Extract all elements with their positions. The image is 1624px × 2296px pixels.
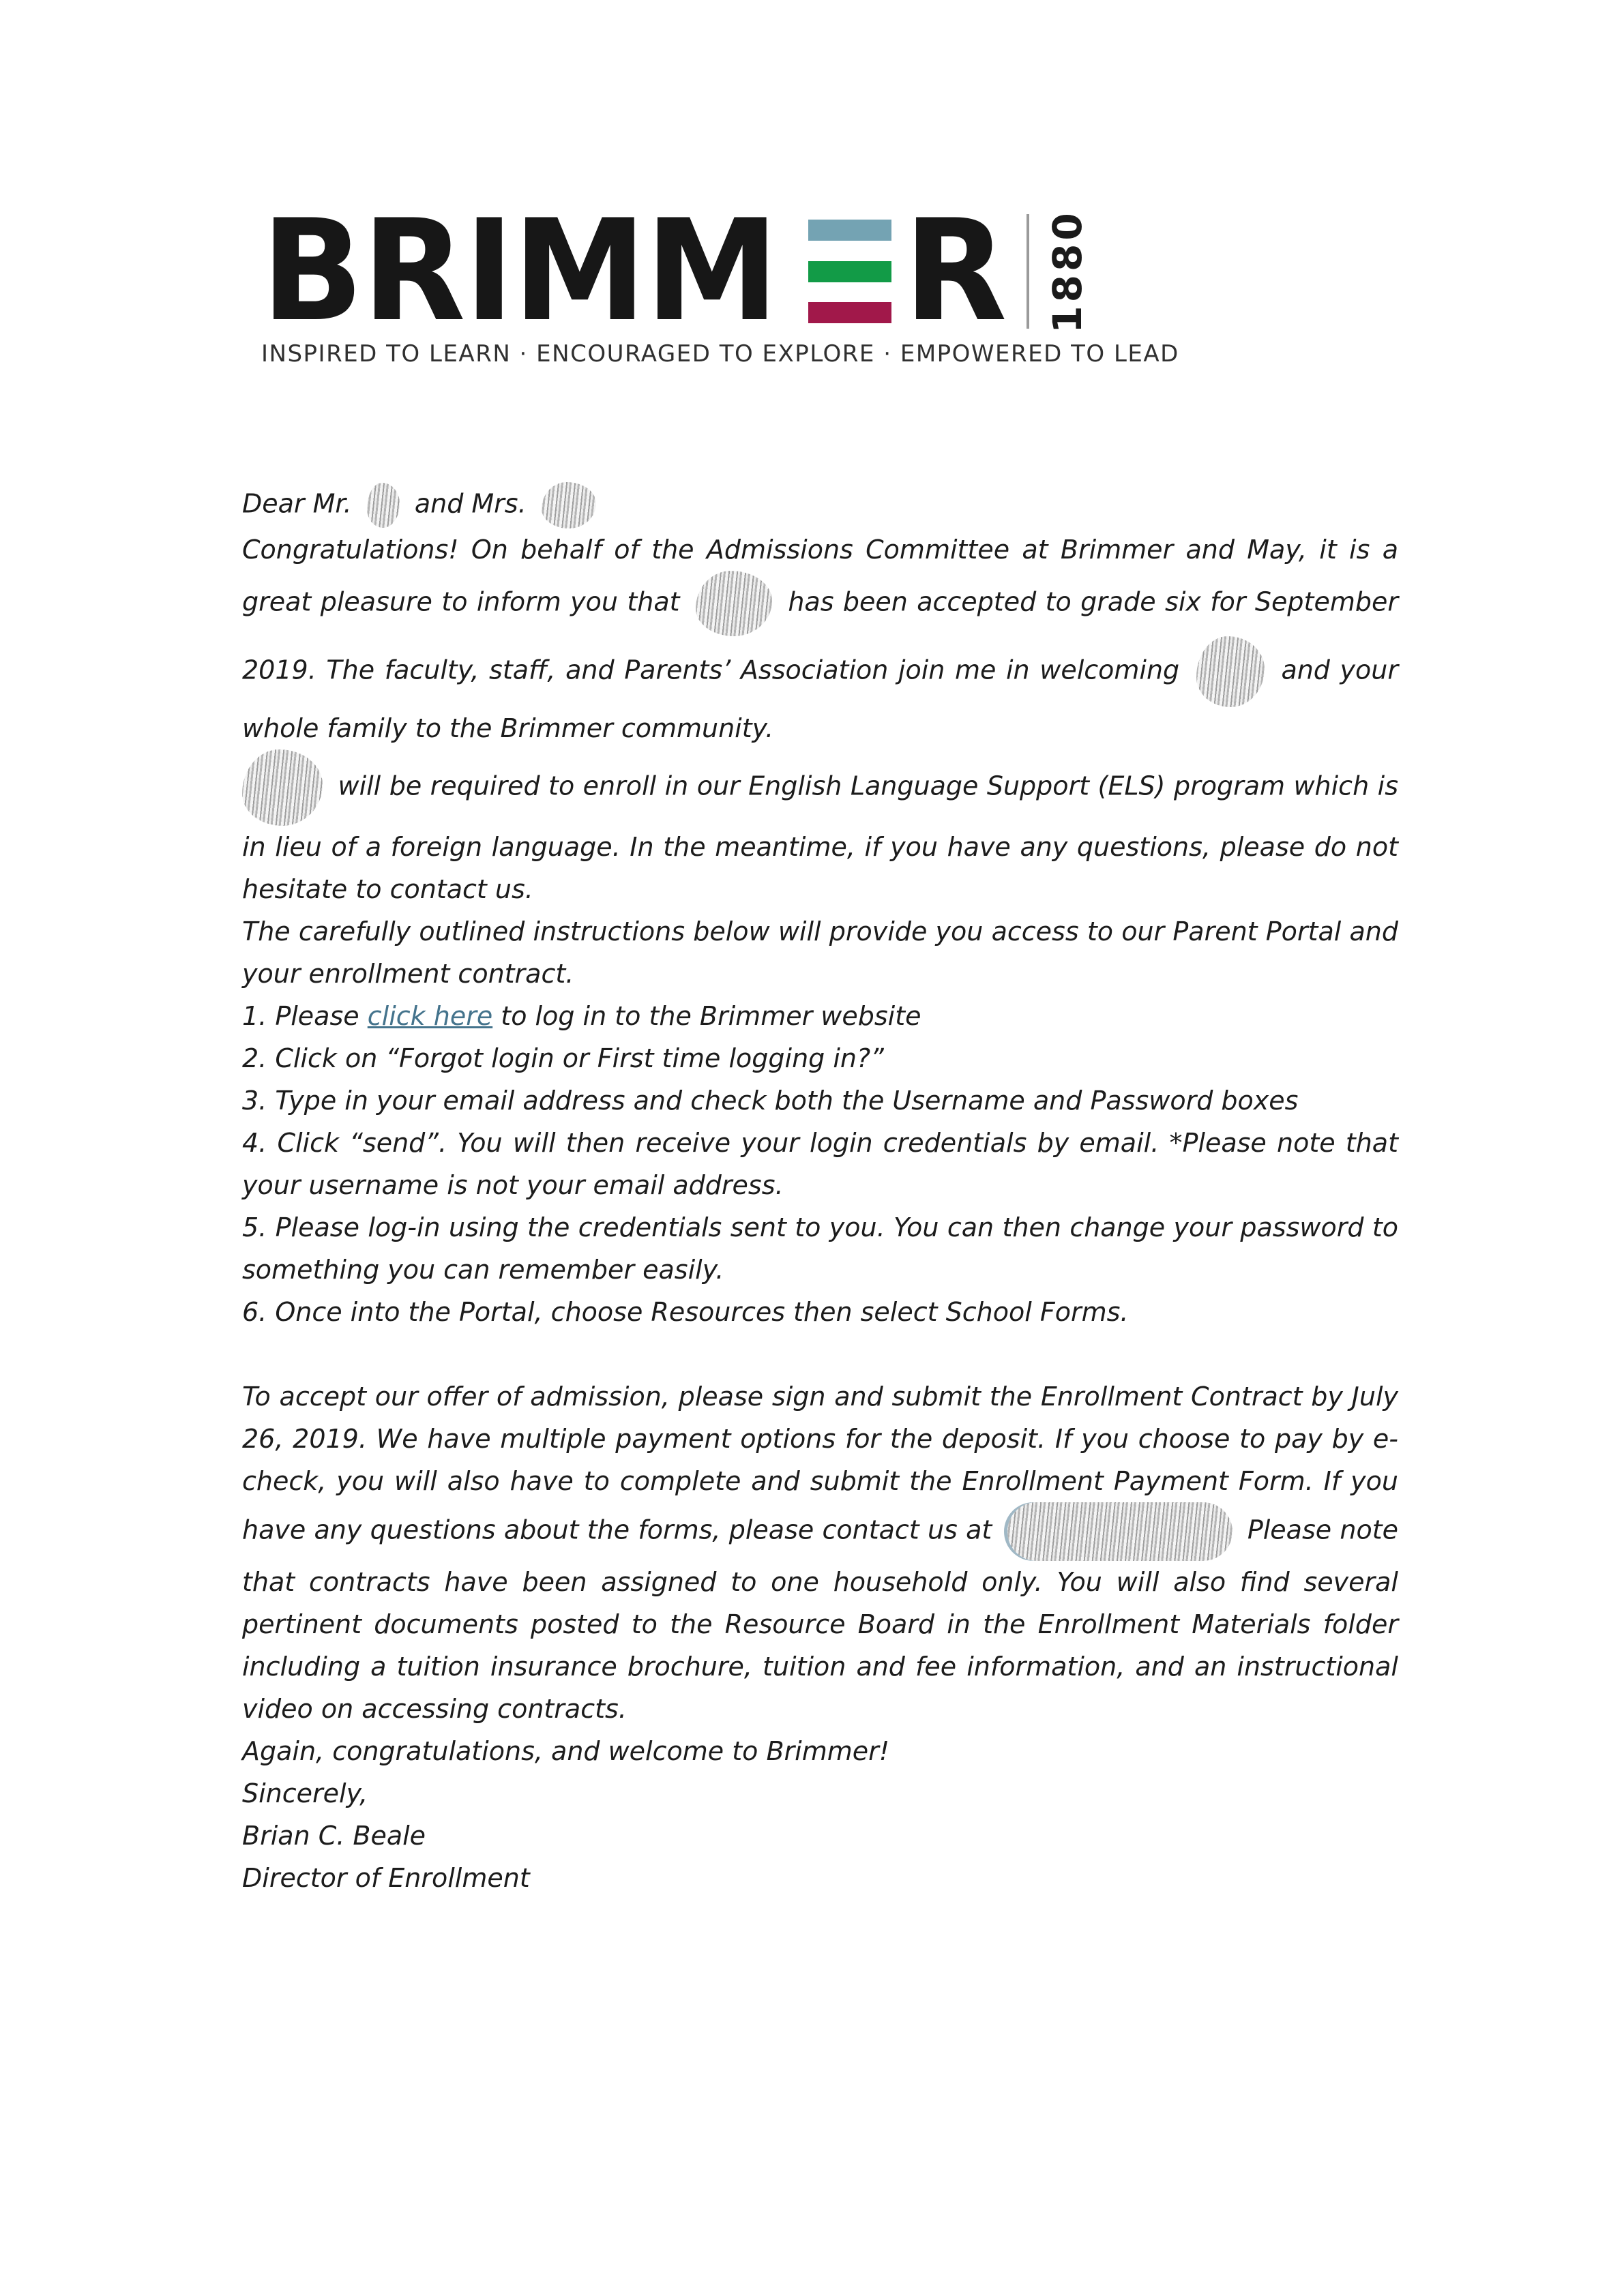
paragraph-els-program bbox=[242, 749, 1398, 910]
paragraph-enrollment-contract bbox=[242, 1375, 1398, 1730]
logo-year-text: 1880 bbox=[1044, 209, 1091, 333]
salutation-prefix: Dear Mr. bbox=[242, 488, 352, 519]
list-item-3: 3. Type in your email address and check both the Username and Password boxes bbox=[242, 1086, 1299, 1116]
list-item-5: 5. Please log-in using the credentials sent to you. You can then change your password to something you can remember easily. bbox=[242, 1212, 1398, 1285]
signature-title: Director of Enrollment bbox=[242, 1863, 530, 1893]
redacted-student-name bbox=[1196, 636, 1265, 707]
closing-sincerely: Sincerely, bbox=[242, 1778, 368, 1808]
congrats-segment-3: and your whole family to the Brimmer community. bbox=[242, 655, 1398, 743]
accept-segment-1: To accept our offer of admission, please sign and submit the Enrollment Contract by July 26, 2019. We have multiple payment options for the deposit. If you choose to pay by e-check, you will also have to complete and submit the Enrollment Payment Form. If you have any questions about the forms, please contact us at bbox=[242, 1382, 1398, 1545]
paragraph-congratulations bbox=[242, 528, 1398, 749]
paragraph-welcome: Again, congratulations, and welcome to Brimmer! bbox=[242, 1736, 889, 1766]
signature-name: Brian C. Beale bbox=[242, 1821, 426, 1851]
redacted-student-name bbox=[696, 571, 772, 636]
logo-wordmark-brimm: BRIMM bbox=[261, 190, 778, 353]
letter-body bbox=[242, 482, 1398, 1899]
brimmer-logo bbox=[261, 190, 1179, 368]
list-item-1-post: to log in to the Brimmer website bbox=[501, 1001, 921, 1031]
list-item-1 bbox=[242, 995, 1398, 1037]
logo-tagline: INSPIRED TO LEARN · ENCOURAGED TO EXPLORE · EMPOWERED TO LEAD bbox=[261, 340, 1179, 368]
signature-block bbox=[242, 1815, 1398, 1899]
redacted-email-address bbox=[1007, 1502, 1232, 1561]
logo-e-bar-green bbox=[808, 261, 891, 282]
list-item-6: 6. Once into the Portal, choose Resources then select School Forms. bbox=[242, 1297, 1129, 1327]
congrats-segment-1: Congratulations! On behalf of the Admissions Committee at Brimmer and May, it is a great pleasure to inform you that bbox=[242, 535, 1398, 617]
logo-wordmark-r: R bbox=[904, 190, 1007, 353]
logo-e-bar-crimson bbox=[808, 302, 891, 323]
paragraph-instructions-intro: The carefully outlined instructions below will provide you access to our Parent Portal and your enrollment contract. bbox=[242, 916, 1398, 989]
redacted-mother-name bbox=[542, 482, 596, 528]
salutation bbox=[242, 482, 1398, 528]
logo-letter-e-bars bbox=[808, 220, 891, 323]
logo-divider bbox=[1027, 214, 1029, 329]
salutation-middle: and Mrs. bbox=[414, 488, 527, 519]
logo-wordmark-row bbox=[261, 190, 1179, 353]
logo-e-bar-blue bbox=[808, 220, 891, 241]
list-item-1-pre: 1. Please bbox=[242, 1001, 359, 1031]
list-item-4: 4. Click “send”. You will then receive your login credentials by email. *Please note that your username is not your email address. bbox=[242, 1128, 1398, 1200]
click-here-link[interactable]: click here bbox=[367, 1001, 493, 1031]
accept-segment-2: Please note that contracts have been assigned to one household only. You will also find several pertinent documents posted to the Resource Board in the Enrollment Materials folder including a tuition insurance brochure, tuition and fee information, and an instructional video on accessing contracts. bbox=[242, 1515, 1398, 1724]
congrats-segment-2: has been accepted to grade six for September 2019. The faculty, staff, and Parents’ Association join me in welcoming bbox=[242, 586, 1398, 685]
els-segment: will be required to enroll in our English Language Support (ELS) program which is in lieu of a foreign language. In the meantime, if you have any questions, please do not hesitate to contact us. bbox=[242, 771, 1398, 904]
numbered-list bbox=[242, 995, 1398, 1333]
redacted-student-name bbox=[242, 749, 323, 826]
list-item-2: 2. Click on “Forgot login or First time logging in?” bbox=[242, 1043, 884, 1073]
logo-year bbox=[1039, 209, 1096, 333]
redacted-father-name bbox=[367, 483, 400, 528]
